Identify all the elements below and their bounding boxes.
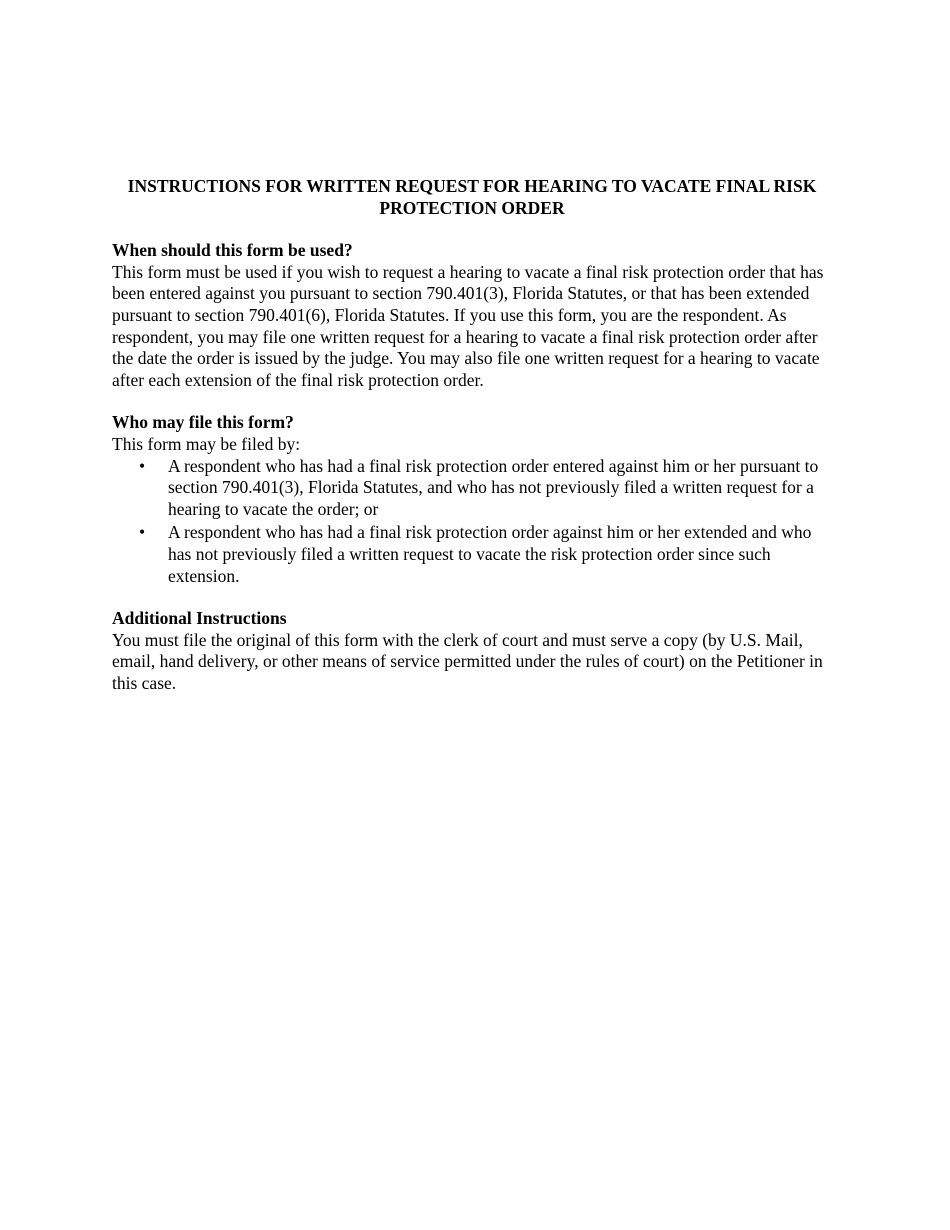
section-body-additional-instructions: You must file the original of this form with the clerk of court and must serve a copy (by U.S. Mail, email, hand delivery, or other means of service permitted under the rules of court) on the Petitioner in this case. <box>112 629 823 693</box>
list-item-text: A respondent who has had a final risk protection order entered against him or her pursuant to section 790.401(3), Florida Statutes, and who has not previously filed a written request for a hearing to vacate the order; or <box>168 455 819 519</box>
section-who-may-file <box>112 412 832 587</box>
document-page <box>112 176 832 715</box>
section-when-used <box>112 240 832 391</box>
list-item-text: A respondent who has had a final risk protection order against him or her extended and who has not previously filed a written request to vacate the risk protection order since such extension. <box>168 522 812 586</box>
section-heading-additional-instructions: Additional Instructions <box>112 608 287 629</box>
section-body-who-may-file: This form may be filed by: <box>112 433 301 454</box>
filer-list <box>112 456 832 588</box>
list-item <box>112 456 832 521</box>
list-item <box>112 522 832 587</box>
section-body-when-used: This form must be used if you wish to request a hearing to vacate a final risk protection order that has been entered against you pursuant to section 790.401(3), Florida Statutes, or that has been extended pursuant to section 790.401(6), Florida Statutes. If you use this form, you are the respondent. As respondent, you may file one written request for a hearing to vacate a final risk protection order after the date the order is issued by the judge. You may also file one written request for a hearing to vacate after each extension of the final risk protection order. <box>112 261 824 390</box>
section-additional-instructions <box>112 608 832 694</box>
section-heading-when-used: When should this form be used? <box>112 240 353 261</box>
section-heading-who-may-file: Who may file this form? <box>112 412 294 433</box>
bullet-icon: • <box>139 522 146 543</box>
document-title: INSTRUCTIONS FOR WRITTEN REQUEST FOR HEARING TO VACATE FINAL RISK PROTECTION ORDER <box>127 176 817 218</box>
bullet-icon: • <box>139 455 146 476</box>
